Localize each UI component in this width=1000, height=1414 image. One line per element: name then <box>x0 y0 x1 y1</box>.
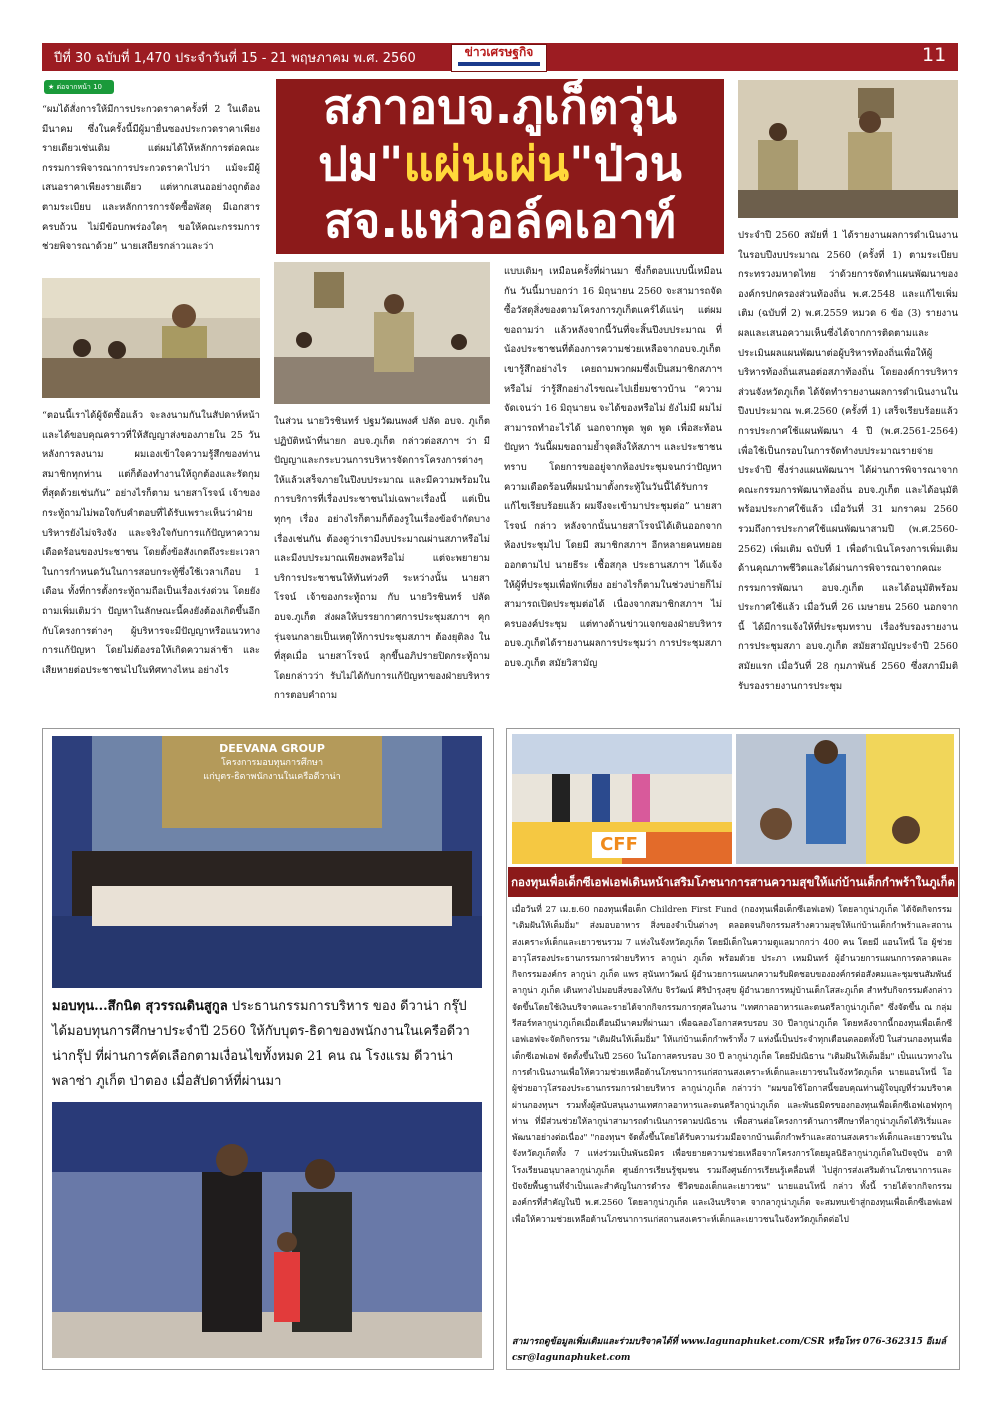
photo-deevana-group <box>52 736 482 988</box>
photo-cff-children <box>736 734 954 864</box>
photo-meeting-speaker <box>42 278 260 398</box>
col1-text-bottom: “ตอนนี้เราได้ผู้จัดซื้อแล้ว จะลงนามกันในสัปดาห์หน้า และได้ขอบคุณคราวที่ให้สัญญาส่งของภายใน 25 วันหลังการลงนาม ผมเองเข้าใจความรู้สึกของท่านสมาชิกทุกท่าน แต่ก็ต้องทำงานให้ถูกต้องและรัดกุมที่สุดด้วยเช่นกัน” อย่างไรก็ตาม นายสาโรจน์ เจ้าของกระทู้ถามไม่พอใจกับคำตอบที่ได้รับเพราะเห็นว่าฝ่ายบริหารยังไม่จริงจัง และจริงใจกับการแก้ปัญหาความเดือดร้อนของประชาชน โดยตั้งข้อสังเกตถึงระยะเวลาในการกำหนดวันในการสอบกระทู้ซึ่งใช้เวลาเกือบ 1 เดือน ทั้งที่การตั้งกระทู้ถามถือเป็นเรื่องเร่งด่วน โดยยังถามเพิ่มเติมว่า ปัญหาในลักษณะนี้คงยังต้องเกิดขึ้นอีกกับโครงการต่างๆ ผู้บริหารจะมีปัญญาหรือแนวทางการแก้ปัญหา โดยไม่ต้องรอให้เกิดความล่าช้า และเสียหายต่อประชาชนไปในทิศทางไหน อย่างไร <box>42 410 260 676</box>
page-number: 11 <box>922 44 947 66</box>
cff-body: เมื่อวันที่ 27 เม.ย.60 กองทุนเพื่อเด็ก Children First Fund (กองทุนเพื่อเด็กซีเอฟเอฟ) โดยลากูน่าภูเก็ต ได้จัดกิจกรรม "เติมฝันให้เต็มอิ่ม" ส่งมอบอาหาร สิ่งของจำเป็นต่างๆ ตลอดจนกิจกรรมสร้างความสุขให้แก่บ้านเด็กกำพร้าและสถานสงเคราะห์เด็กและเยาวชนรวม 7 แห่งในจังหวัดภูเก็ต โดยมีเด็กในความดูแลมากกว่า 400 คน โดยมี แอนโทนี่ โอ ผู้ช่วยอาวุโสรองประธานกรรมการฝ่ายบริหาร ลากูน่า ภูเก็ต พร้อมด้วย ประภา เหมมินทร์ ผู้อำนวยการแผนกการตลาดและกิจกรรมองค์กร ลากูน่า ภูเก็ต แพร สุนันทาวัฒน์ ผู้อำนวยการแผนกความรับผิดชอบขององค์กรต่อสังคมและชุมชนสัมพันธ์ ลากูน่า ภูเก็ต เดินทางไปมอบสิ่งของให้กับ จิรวัฒน์ ศิริบำรุงสุข ผู้อำนวยการหมู่บ้านเด็กโสสะภูเก็ต สำหรับกิจกรรมดังกล่าวจัดขึ้นโดยใช้เงินบริจาคและรายได้จากกิจกรรมการกุศลในงาน "เทศกาลอาหารและดนตรีลากูน่าภูเก็ต" ซึ่งจัดขึ้น ณ กลุ่มรีสอร์ทลากูน่าภูเก็ตเมื่อเดือนมีนาคมที่ผ่านมา เพื่อฉลองโอกาสครบรอบ 30 ปีลากูน่าภูเก็ต โดยหลังจากนี้กองทุนเพื่อเด็กซีเอฟเอฟจะจัดกิจกรรม "เติมฝันให้เต็มอิ่ม" ให้แก่บ้านเด็กกำพร้าทั้ง 7 แห่งนี้เป็นประจำทุกเดือนตลอดทั้งปี ในส่วนกองทุนเพื่อเด็กซีเอฟเอฟ จัดตั้งขึ้นในปี 2560 ในโอกาสครบรอบ 30 ปี ลากูน่าภูเก็ต โดยมีปณิธาน "เติมฝันให้เต็มอิ่ม" เป็นแนวทางในการดำเนินงานเพื่อให้ความช่วยเหลือด้านโภชนาการแก่สถานสงเคราะห์เด็กและเยาวชนในจังหวัดภูเก็ต นายแอนโทนี่ โอ ผู้ช่วยอาวุโสรองประธานกรรมการฝ่ายบริหาร ลากูน่าภูเก็ต กล่าวว่า "ผมขอใช้โอกาสนี้ขอบคุณท่านผู้ใจบุญที่ร่วมบริจาคผ่านกองทุนฯ รวมทั้งผู้สนับสนุนงานเทศกาลอาหารและดนตรีลากูน่าภูเก็ต และพันธมิตรของกองทุนเพื่อเด็กซีเอฟเอฟทุกๆ ท่าน ที่มีส่วนช่วยให้ลากูน่าสามารถดำเนินการตามปณิธาน เพื่อสานต่อโครงการด้านการศึกษาที่ลากูน่าภูเก็ตได้ริเริ่มและพัฒนาอย่างต่อเนื่อง" "กองทุนฯ จัดตั้งขึ้นโดยได้รับความร่วมมือจากบ้านเด็กกำพร้าและสถานสงเคราะห์เด็กและเยาวชนในจังหวัดภูเก็ตทั้ง 7 แห่งร่วมเป็นพันธมิตร เพื่อขยายความช่วยเหลือจากโครงการโดยมูลนิธิลากูน่าภูเก็ตในปัจจุบัน อาทิ โรงเรียนอนุบาลลากูน่าภูเก็ต ศูนย์การเรียนรู้ชุมชน รวมถึงศูนย์การเรียนรู้เคลื่อนที่ ไปสู่การส่งเสริมด้านโภชนาการและปัจจัยพื้นฐานที่จำเป็นและสำคัญในการดำรง ชีวิตของเด็กและเยาวชน" นายแอนโทนี่ กล่าว ทั้งนี้ รายได้จากกิจกรรมองค์กรที่สำคัญในปี พ.ศ.2560 โดยลากูน่าภูเก็ต และเงินบริจาค จากลากูน่าภูเก็ต จะสมทบเข้าสู่กองทุนเพื่อเด็กซีเอฟเอฟ เพื่อให้ความช่วยเหลือด้านโภชนาการแก่สถานสงเคราะห์เด็กและเยาวชนในจังหวัดภูเก็ตต่อไป <box>512 905 952 1225</box>
col2-text: ในส่วน นายวิรชินทร์ ปฐมวัฒนพงศ์ ปลัด อบจ. ภูเก็ต ปฏิบัติหน้าที่นายก อบจ.ภูเก็ต กล่าวต่อสภาฯ ว่า มีปัญญาและกระบวนการบริหารจัดการโครงการต่างๆ ให้แล้วเสร็จภายในปีงบประมาณ และมีความพร้อมในการบริการที่เรื่องประชาชนไม่เฉพาะเรื่องนี้ แต่เป็นทุกๆ เรื่อง อย่างไรก็ตามก็ต้องรูในเรื่องข้อจำกัดบางเรื่องเช่นกัน ต้องดูว่าเรามีงบประมาณผ่านสภาหรือไม่ และมีงบประมาณเพียงพอหรือไม่ แต่จะพยายามบริการประชาชนให้ทันท่วงที ระหว่างนั้น นายสาโรจน์ เจ้าของกระทู้ถาม กับ นายวิรชินทร์ ปลัดอบจ.ภูเก็ต ส่งผลให้บรรยากาศการประชุมสภาฯ คุกรุ่นจนกลายเป็นเหตุให้การประชุมสภาฯ ต้องยุติลง ในที่สุดเมื่อ นายสาโรจน์ ลุกขึ้นอภิปรายปิดกระทู้ถาม โดยกล่าวว่า รับไม่ได้กับการแก้ปัญหาของฝ่ายบริหาร การตอบคำถาม <box>274 416 490 702</box>
newspaper-logo: ข่าวเศรษฐกิจ <box>451 44 547 72</box>
photo-scholarship-handover <box>52 1102 482 1358</box>
continued-tag: ★ ต่อจากหน้า 10 <box>44 80 114 94</box>
cff-source: สามารถดูข้อมูลเพิ่มเติมและร่วมบริจาคได้ที่ www.lagunaphuket.com/CSR หรือโทร 076-362315 อีเมล์ csr@lagunaphuket.com <box>512 1337 946 1363</box>
headline-line-2: ปม"แผ่นเผ่น"ป่วน <box>318 137 682 192</box>
photo-council-members <box>738 80 958 218</box>
issue-info: ปีที่ 30 ฉบับที่ 1,470 ประจำวันที่ 15 - 21 พฤษภาคม พ.ศ. 2560 <box>54 51 416 66</box>
photo-council-officials <box>274 262 490 404</box>
headline-line-3: สจ.แห่วอล์คเอาท์ <box>324 194 676 249</box>
headline-box <box>276 79 724 254</box>
cff-title: กองทุนเพื่อเด็กซีเอฟเอฟเดินหน้าเสริมโภชนาการสานความสุขให้แก่บ้านเด็กกำพร้าในภูเก็ต <box>508 867 958 897</box>
col3-text: แบบเดิมๆ เหมือนครั้งที่ผ่านมา ซึ่งก็ตอบแบบนี้เหมือนกัน วันนี้มาบอกว่า 16 มิถุนายน 2560 จะสามารถจัดซื้อวัสดุสิ่งของตามโครงการภูเก็ตแคร์ได้แน่ๆ แต่ผมขอถามว่า แล้วหลังจากนี้วันที่จะสิ้นปีงบประมาณ ที่น้องประชาชนที่ต้องการความช่วยเหลือจากอบจ.ภูเก็ต เขารู้สึกอย่างไร เคยถามพวกผมซึ่งเป็นสมาชิกสภาฯ หรือไม่ ว่ารู้สึกอย่างไรขณะไปเยี่ยมชาวบ้าน “ความจัดเจนว่า 16 มิถุนายน จะได้ของหรือไม่ ยังไม่มี ผมไม่สามารถทำอะไรได้ นอกจากพูด พูด พูด เพื่อสะท้อนปัญหา วันนี้ผมขอถามย้ำจุดสิ่งให้สภาฯ และประชาชนทราบ โดยการขออยู่จากห้องประชุมจนกว่าปัญหาความเดือดร้อนที่ผมนำมาตั้งกระทู้ในวันนี้ได้รับการแก้ไขเรียบร้อยแล้ว ผมจึงจะเข้ามาประชุมต่อ” นายสาโรจน์ กล่าว หลังจากนั้นนายสาโรจน์ได้เดินออกจากห้องประชุมไป โดยมี สมาชิกสภาฯ อีกหลายคนทยอยออกตามไป นายธีระ เชื้อสกุล ประธานสภาฯ ได้แจ้งให้ผู้ที่ประชุมเพื่อพักเที่ยง อย่างไรก็ตามในช่วงบ่ายก็ไม่สามารถเปิดประชุมต่อได้ เนื่องจากสมาชิกสภาฯ ไม่ครบองค์ประชุม แต่ทางด้านข่าวแจกของฝ่ายบริหารอบจ.ภูเก็ตได้รายงานผลการประชุมว่า การประชุมสภา อบจ.ภูเก็ต สมัยวิสามัญ <box>504 266 722 669</box>
col1-text-top: “ผมได้สั่งการให้มีการประกวดราคาครั้งที่ 2 ในเดือนมีนาคม ซึ่งในครั้งนี้มีผู้มายื่นซองประกวดราคาเพียงรายเดียวเช่นเดิม แต่ผมได้ให้หลักการต่อคณะกรรมการพิจารณาการประกวดราคาไปว่า แม้จะมีผู้เสนอราคาเพียงรายเดียว แต่หากเสนออย่างถูกต้องตามระเบียบ และหลักการการจัดซื้อพัสดุ มีเอกสารครบถ้วน ไม่มีข้อบกพร่องใดๆ ขอให้คณะกรรมการช่วยพิจารณาด้วย” นายเสถียรกล่าวและว่า <box>42 104 260 253</box>
deevana-caption: มอบทุน...สึกนิต สุวรรณดินสูกูล ประธานกรรมการบริหาร ของ ดีวาน่า กรุ๊ป ได้มอบทุนการศึกษาประจำปี 2560 ให้กับบุตร-ธิดาของพนักงานในเครือดีวาน่ากรุ๊ป ที่ผ่านการคัดเลือกตามเงื่อนไขทั้งหมด 21 คน ณ โรงแรม ดีวาน่า พลาซ่า ภูเก็ต ป่าตอง เมื่อสัปดาห์ที่ผ่านมา <box>52 999 470 1089</box>
col4-text: ประจำปี 2560 สมัยที่ 1 ได้รายงานผลการดำเนินงานในรอบปีงบประมาณ 2560 (ครั้งที่ 1) ตามระเบียบกระทรวงมหาดไทย ว่าด้วยการจัดทำแผนพัฒนาขององค์กรปกครองส่วนท้องถิ่น พ.ศ.2548 และแก้ไขเพิ่มเติม (ฉบับที่ 2) พ.ศ.2559 หมวด 6 ข้อ (3) รายงานผลและเสนอความเห็นซึ่งได้จากการติดตามและประเมินผลแผนพัฒนาต่อผู้บริหารท้องถิ่นเพื่อให้ผู้บริหารท้องถิ่นเสนอต่อสภาท้องถิ่น โดยองค์การบริหารส่วนจังหวัดภูเก็ต ได้จัดทำรายงานผลการดำเนินงานในปีงบประมาณ พ.ศ.2560 (ครั้งที่ 1) เสร็จเรียบร้อยแล้ว การประกาศใช้แผนพัฒนา 4 ปี (พ.ศ.2561-2564) เพื่อใช้เป็นกรอบในการจัดทำงบประมาณรายจ่ายประจำปี ซึ่งร่างแผนพัฒนาฯ ได้ผ่านการพิจารณาจากคณะกรรมการพัฒนาท้องถิ่น อบจ.ภูเก็ต และได้อนุมัติพร้อมประกาศใช้แล้ว เมื่อวันที่ 31 มกราคม 2560 รวมถึงการประกาศใช้แผนพัฒนาสามปี (พ.ศ.2560-2562) เพิ่มเติม ฉบับที่ 1 เพื่อดำเนินโครงการเพิ่มเติมด้านคุณภาพชีวิตและได้ผ่านการพิจารณาจากคณะกรรมการพัฒนา อบจ.ภูเก็ต และได้อนุมัติพร้อมประกาศใช้แล้ว เมื่อวันที่ 26 เมษายน 2560 นอกจากนี้ ได้มีการแจ้งให้ที่ประชุมทราบ เรื่องรับรองรายงานการประชุมสภา อบจ.ภูเก็ต สมัยสามัญประจำปี 2560 สมัยแรก เมื่อวันที่ 28 กุมภาพันธ์ 2560 ซึ่งสภามีมติรับรองรายงานการประชุม <box>738 230 958 692</box>
banner-line-2: แก่บุตร-ธิดาพนักงานในเครือดีวาน่า <box>203 772 341 782</box>
photo-cff-donation <box>512 734 732 864</box>
banner-brand: DEEVANA GROUP <box>219 742 325 755</box>
headline-line-1: สภาอบจ.ภูเก็ตวุ่น <box>322 80 678 135</box>
cff-logo: CFF <box>592 832 646 858</box>
banner-line-1: โครงการมอบทุนการศึกษา <box>220 758 324 768</box>
